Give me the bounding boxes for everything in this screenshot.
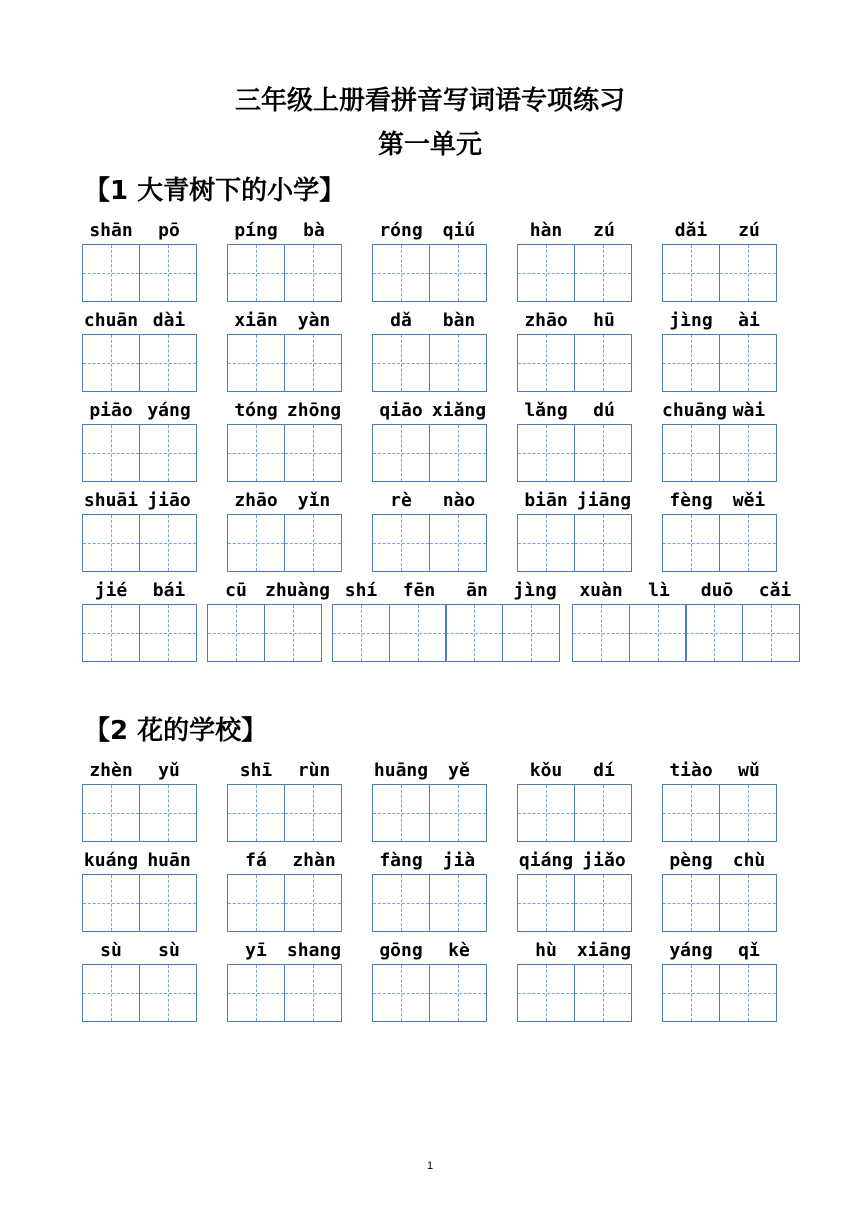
writing-boxes xyxy=(82,604,197,662)
tianzige-cell[interactable] xyxy=(429,514,487,572)
tianzige-cell[interactable] xyxy=(662,334,720,392)
pinyin-label xyxy=(572,580,804,602)
writing-boxes xyxy=(372,964,487,1022)
tianzige-cell[interactable] xyxy=(662,964,720,1022)
pinyin-syllable: nào xyxy=(442,490,476,511)
writing-boxes xyxy=(372,334,487,392)
tianzige-cell[interactable] xyxy=(662,424,720,482)
pinyin-syllable: jìng xyxy=(669,310,713,331)
pinyin-label xyxy=(227,760,343,782)
pinyin-syllable: ài xyxy=(738,310,760,331)
tianzige-cell[interactable] xyxy=(82,874,140,932)
pinyin-label xyxy=(517,310,633,332)
tianzige-cell[interactable] xyxy=(719,334,777,392)
writing-boxes xyxy=(662,424,777,482)
writing-boxes xyxy=(82,784,197,842)
tianzige-cell[interactable] xyxy=(227,964,285,1022)
tianzige-cell[interactable] xyxy=(429,874,487,932)
pinyin-label xyxy=(662,490,778,512)
pinyin-syllable: zhuàng xyxy=(265,580,331,601)
pinyin-syllable: sù xyxy=(100,940,122,961)
pinyin-syllable: kè xyxy=(448,940,470,961)
pinyin-syllable: chù xyxy=(732,850,766,871)
tianzige-cell[interactable] xyxy=(139,244,197,302)
pinyin-syllable: yáng xyxy=(669,940,713,961)
pinyin-syllable: zú xyxy=(593,220,615,241)
tianzige-cell[interactable] xyxy=(139,964,197,1022)
writing-boxes xyxy=(227,874,342,932)
pinyin-label xyxy=(82,310,198,332)
pinyin-syllable: yě xyxy=(448,760,470,781)
writing-boxes xyxy=(372,244,487,302)
tianzige-cell[interactable] xyxy=(227,874,285,932)
tianzige-cell[interactable] xyxy=(227,784,285,842)
pinyin-label xyxy=(372,760,488,782)
pinyin-label xyxy=(82,580,198,602)
tianzige-cell[interactable] xyxy=(332,604,390,662)
tianzige-cell[interactable] xyxy=(284,964,342,1022)
pinyin-syllable: zhāo xyxy=(524,310,568,331)
pinyin-syllable: shī xyxy=(239,760,273,781)
pinyin-syllable: yǔ xyxy=(158,760,180,781)
pinyin-syllable: dú xyxy=(593,400,615,421)
pinyin-syllable: jié xyxy=(94,580,128,601)
pinyin-label xyxy=(662,310,778,332)
tianzige-cell[interactable] xyxy=(574,784,632,842)
pinyin-syllable: wài xyxy=(732,400,766,421)
tianzige-cell[interactable] xyxy=(574,244,632,302)
tianzige-cell[interactable] xyxy=(445,604,503,662)
writing-boxes xyxy=(227,964,342,1022)
pinyin-syllable: gōng xyxy=(379,940,423,961)
tianzige-cell[interactable] xyxy=(719,874,777,932)
pinyin-syllable: yī xyxy=(245,940,267,961)
tianzige-cell[interactable] xyxy=(429,424,487,482)
pinyin-syllable: duō xyxy=(700,580,734,601)
pinyin-syllable: yǐn xyxy=(297,490,331,511)
pinyin-syllable: jiāng xyxy=(576,490,632,511)
pinyin-syllable: wěi xyxy=(732,490,766,511)
tianzige-cell[interactable] xyxy=(719,784,777,842)
pinyin-label xyxy=(372,400,488,422)
tianzige-cell[interactable] xyxy=(517,424,575,482)
pinyin-label xyxy=(82,400,198,422)
tianzige-cell[interactable] xyxy=(284,784,342,842)
tianzige-cell[interactable] xyxy=(517,514,575,572)
pinyin-syllable: qiú xyxy=(442,220,476,241)
pinyin-label xyxy=(82,760,198,782)
pinyin-label xyxy=(227,310,343,332)
pinyin-syllable: zú xyxy=(738,220,760,241)
writing-boxes xyxy=(227,424,342,482)
pinyin-label xyxy=(517,220,633,242)
tianzige-cell[interactable] xyxy=(372,424,430,482)
pinyin-syllable: yàn xyxy=(297,310,331,331)
tianzige-cell[interactable] xyxy=(139,514,197,572)
pinyin-syllable: fàng xyxy=(379,850,423,871)
pinyin-label xyxy=(82,940,198,962)
writing-boxes xyxy=(332,604,560,662)
tianzige-cell[interactable] xyxy=(284,514,342,572)
pinyin-syllable: fèng xyxy=(669,490,713,511)
section-heading-1: 【1 大青树下的小学】 xyxy=(84,176,346,206)
pinyin-syllable: fēn xyxy=(402,580,436,601)
pinyin-label xyxy=(517,400,633,422)
tianzige-cell[interactable] xyxy=(662,874,720,932)
pinyin-syllable: zhàn xyxy=(292,850,336,871)
writing-boxes xyxy=(372,514,487,572)
pinyin-syllable: biān xyxy=(524,490,568,511)
tianzige-cell[interactable] xyxy=(574,874,632,932)
writing-boxes xyxy=(662,784,777,842)
tianzige-cell[interactable] xyxy=(139,604,197,662)
writing-boxes xyxy=(517,874,632,932)
tianzige-cell[interactable] xyxy=(227,424,285,482)
pinyin-syllable: qiāo xyxy=(379,400,423,421)
pinyin-label xyxy=(662,220,778,242)
pinyin-label xyxy=(207,580,331,602)
pinyin-syllable: pèng xyxy=(669,850,713,871)
writing-boxes xyxy=(517,964,632,1022)
pinyin-label xyxy=(662,760,778,782)
pinyin-syllable: rè xyxy=(390,490,412,511)
tianzige-cell[interactable] xyxy=(662,244,720,302)
tianzige-cell[interactable] xyxy=(82,604,140,662)
pinyin-syllable: dǎ xyxy=(390,310,412,331)
pinyin-label xyxy=(82,850,198,872)
tianzige-cell[interactable] xyxy=(574,334,632,392)
pinyin-label xyxy=(662,400,778,422)
tianzige-cell[interactable] xyxy=(719,424,777,482)
tianzige-cell[interactable] xyxy=(429,334,487,392)
pinyin-syllable: xiāng xyxy=(576,940,632,961)
pinyin-label xyxy=(227,490,343,512)
writing-boxes xyxy=(82,874,197,932)
pinyin-label xyxy=(227,400,343,422)
tianzige-cell[interactable] xyxy=(517,964,575,1022)
pinyin-syllable: róng xyxy=(379,220,423,241)
pinyin-syllable: cǎi xyxy=(758,580,792,601)
tianzige-cell[interactable] xyxy=(82,964,140,1022)
tianzige-cell[interactable] xyxy=(662,514,720,572)
pinyin-syllable: chuān xyxy=(83,310,139,331)
tianzige-cell[interactable] xyxy=(227,244,285,302)
pinyin-syllable: bái xyxy=(152,580,186,601)
tianzige-cell[interactable] xyxy=(284,874,342,932)
tianzige-cell[interactable] xyxy=(372,784,430,842)
writing-boxes xyxy=(662,874,777,932)
pinyin-syllable: xiān xyxy=(234,310,278,331)
tianzige-cell[interactable] xyxy=(82,424,140,482)
tianzige-cell[interactable] xyxy=(372,874,430,932)
writing-boxes xyxy=(517,424,632,482)
tianzige-cell[interactable] xyxy=(517,244,575,302)
pinyin-syllable: kuáng xyxy=(83,850,139,871)
writing-boxes xyxy=(662,514,777,572)
pinyin-syllable: xiǎng xyxy=(431,400,487,421)
pinyin-syllable: lì xyxy=(648,580,670,601)
pinyin-syllable: huān xyxy=(147,850,191,871)
tianzige-cell[interactable] xyxy=(82,244,140,302)
pinyin-syllable: lǎng xyxy=(524,400,568,421)
tianzige-cell[interactable] xyxy=(742,604,800,662)
pinyin-syllable: pō xyxy=(158,220,180,241)
pinyin-label xyxy=(372,490,488,512)
pinyin-syllable: wǔ xyxy=(738,760,760,781)
tianzige-cell[interactable] xyxy=(389,604,447,662)
tianzige-cell[interactable] xyxy=(372,244,430,302)
pinyin-label xyxy=(82,490,198,512)
pinyin-label xyxy=(517,850,633,872)
pinyin-syllable: sù xyxy=(158,940,180,961)
section-heading-2: 【2 花的学校】 xyxy=(84,716,268,746)
tianzige-cell[interactable] xyxy=(429,784,487,842)
tianzige-cell[interactable] xyxy=(227,514,285,572)
tianzige-cell[interactable] xyxy=(227,334,285,392)
page-title: 三年级上册看拼音写词语专项练习 xyxy=(234,86,625,116)
pinyin-syllable: jiǎo xyxy=(582,850,626,871)
pinyin-syllable: hàn xyxy=(529,220,563,241)
tianzige-cell[interactable] xyxy=(82,514,140,572)
writing-boxes xyxy=(517,244,632,302)
writing-boxes xyxy=(82,964,197,1022)
tianzige-cell[interactable] xyxy=(502,604,560,662)
writing-boxes xyxy=(372,784,487,842)
pinyin-syllable: tiào xyxy=(669,760,713,781)
pinyin-syllable: píng xyxy=(234,220,278,241)
writing-boxes xyxy=(227,334,342,392)
tianzige-cell[interactable] xyxy=(572,604,630,662)
tianzige-cell[interactable] xyxy=(629,604,687,662)
pinyin-syllable: shang xyxy=(286,940,342,961)
pinyin-syllable: jìng xyxy=(513,580,557,601)
pinyin-syllable: cū xyxy=(225,580,247,601)
page-number: 1 xyxy=(426,1160,434,1172)
pinyin-label xyxy=(372,220,488,242)
tianzige-cell[interactable] xyxy=(284,424,342,482)
pinyin-syllable: dài xyxy=(152,310,186,331)
tianzige-cell[interactable] xyxy=(429,964,487,1022)
tianzige-cell[interactable] xyxy=(719,514,777,572)
pinyin-syllable: yáng xyxy=(147,400,191,421)
writing-boxes xyxy=(662,334,777,392)
pinyin-label xyxy=(332,580,564,602)
pinyin-syllable: huāng xyxy=(373,760,429,781)
writing-boxes xyxy=(82,514,197,572)
tianzige-cell[interactable] xyxy=(82,334,140,392)
pinyin-label xyxy=(227,220,343,242)
pinyin-syllable: bàn xyxy=(442,310,476,331)
tianzige-cell[interactable] xyxy=(372,334,430,392)
tianzige-cell[interactable] xyxy=(284,244,342,302)
pinyin-syllable: ān xyxy=(466,580,488,601)
pinyin-label xyxy=(227,940,343,962)
writing-boxes xyxy=(662,244,777,302)
tianzige-cell[interactable] xyxy=(264,604,322,662)
pinyin-syllable: tóng xyxy=(234,400,278,421)
pinyin-syllable: fá xyxy=(245,850,267,871)
tianzige-cell[interactable] xyxy=(372,964,430,1022)
tianzige-cell[interactable] xyxy=(139,424,197,482)
writing-boxes xyxy=(572,604,800,662)
tianzige-cell[interactable] xyxy=(662,784,720,842)
writing-boxes xyxy=(227,514,342,572)
pinyin-syllable: dǎi xyxy=(674,220,708,241)
pinyin-label xyxy=(662,940,778,962)
writing-boxes xyxy=(662,964,777,1022)
writing-boxes xyxy=(517,514,632,572)
tianzige-cell[interactable] xyxy=(82,784,140,842)
writing-boxes xyxy=(82,334,197,392)
writing-boxes xyxy=(82,424,197,482)
pinyin-syllable: qiáng xyxy=(518,850,574,871)
tianzige-cell[interactable] xyxy=(207,604,265,662)
tianzige-cell[interactable] xyxy=(517,334,575,392)
pinyin-syllable: xuàn xyxy=(579,580,623,601)
pinyin-syllable: piāo xyxy=(89,400,133,421)
writing-boxes xyxy=(227,784,342,842)
tianzige-cell[interactable] xyxy=(574,514,632,572)
pinyin-syllable: shí xyxy=(344,580,378,601)
pinyin-label xyxy=(372,310,488,332)
tianzige-cell[interactable] xyxy=(719,244,777,302)
writing-boxes xyxy=(372,874,487,932)
pinyin-label xyxy=(517,760,633,782)
writing-boxes xyxy=(517,784,632,842)
pinyin-label xyxy=(227,850,343,872)
pinyin-syllable: jià xyxy=(442,850,476,871)
pinyin-syllable: dí xyxy=(593,760,615,781)
unit-title: 第一单元 xyxy=(377,130,482,160)
pinyin-syllable: jiāo xyxy=(147,490,191,511)
pinyin-syllable: shuāi xyxy=(83,490,139,511)
pinyin-label xyxy=(82,220,198,242)
pinyin-label xyxy=(517,490,633,512)
pinyin-syllable: shān xyxy=(89,220,133,241)
pinyin-syllable: chuāng xyxy=(662,400,728,421)
writing-boxes xyxy=(82,244,197,302)
writing-boxes xyxy=(517,334,632,392)
pinyin-syllable: zhōng xyxy=(286,400,342,421)
writing-boxes xyxy=(207,604,322,662)
tianzige-cell[interactable] xyxy=(139,784,197,842)
tianzige-cell[interactable] xyxy=(139,334,197,392)
pinyin-label xyxy=(662,850,778,872)
pinyin-label xyxy=(372,850,488,872)
pinyin-label xyxy=(372,940,488,962)
pinyin-syllable: bà xyxy=(303,220,325,241)
writing-boxes xyxy=(227,244,342,302)
tianzige-cell[interactable] xyxy=(284,334,342,392)
tianzige-cell[interactable] xyxy=(574,424,632,482)
writing-boxes xyxy=(372,424,487,482)
pinyin-syllable: hù xyxy=(535,940,557,961)
tianzige-cell[interactable] xyxy=(372,514,430,572)
tianzige-cell[interactable] xyxy=(517,784,575,842)
pinyin-syllable: kǒu xyxy=(529,760,563,781)
pinyin-syllable: hū xyxy=(593,310,615,331)
pinyin-label xyxy=(517,940,633,962)
tianzige-cell[interactable] xyxy=(685,604,743,662)
pinyin-syllable: rùn xyxy=(297,760,331,781)
tianzige-cell[interactable] xyxy=(517,874,575,932)
pinyin-syllable: qǐ xyxy=(738,940,760,961)
tianzige-cell[interactable] xyxy=(429,244,487,302)
tianzige-cell[interactable] xyxy=(574,964,632,1022)
pinyin-syllable: zhāo xyxy=(234,490,278,511)
pinyin-syllable: zhèn xyxy=(89,760,133,781)
tianzige-cell[interactable] xyxy=(139,874,197,932)
tianzige-cell[interactable] xyxy=(719,964,777,1022)
